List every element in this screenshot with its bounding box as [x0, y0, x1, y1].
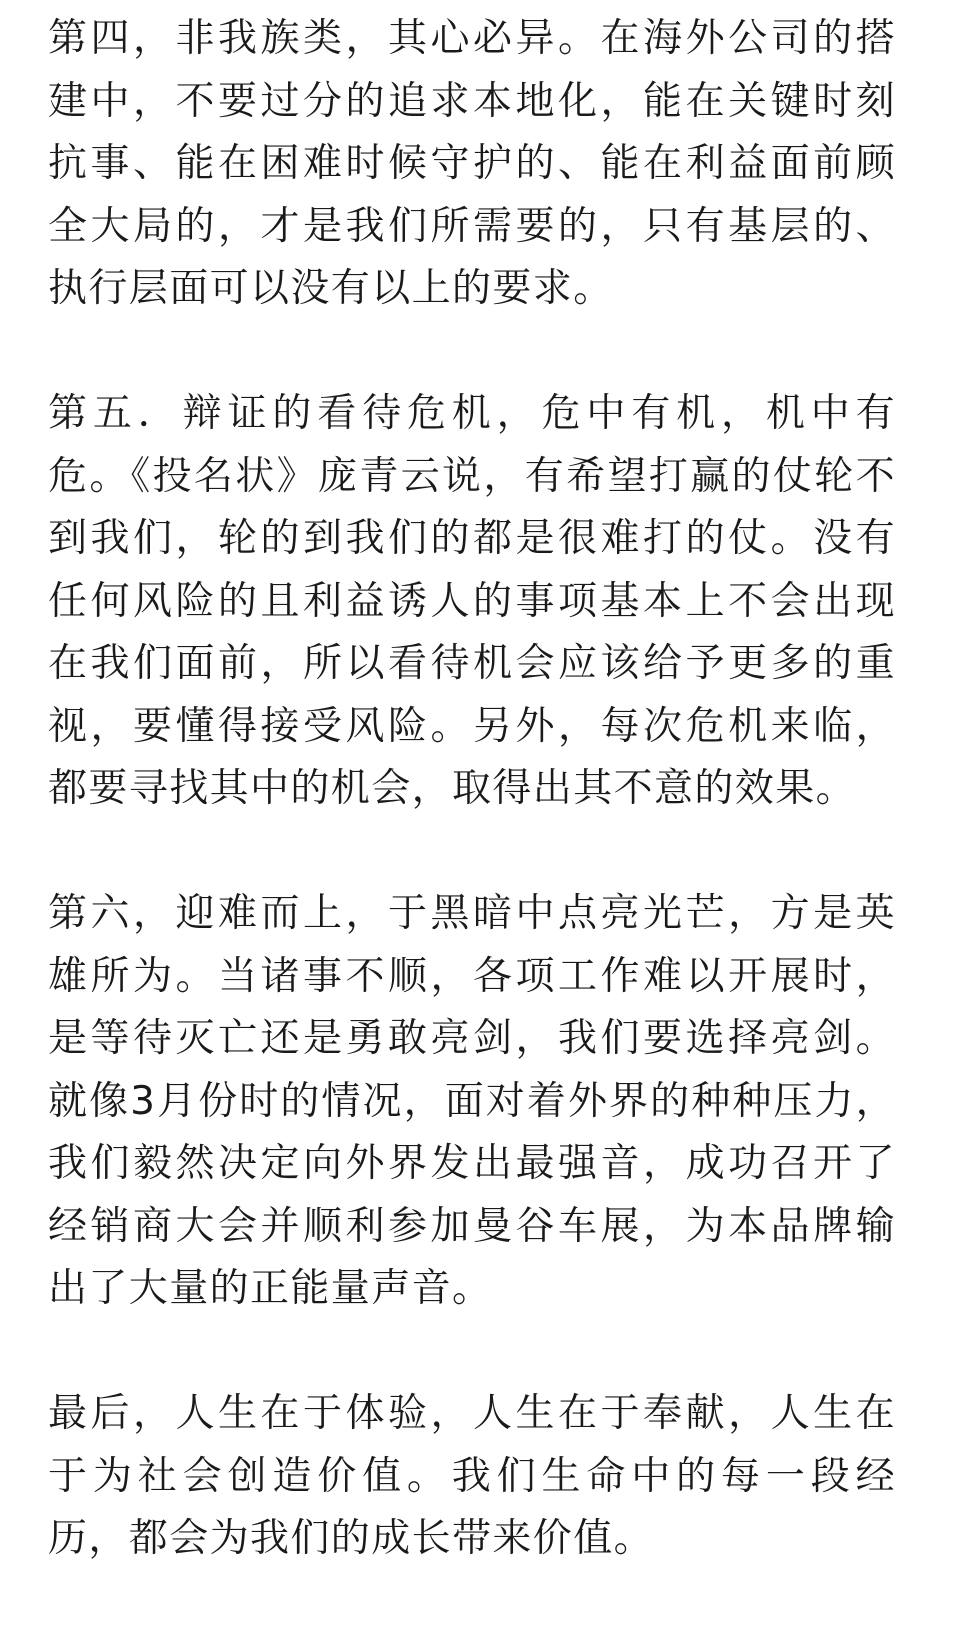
article-body — [48, 8, 896, 1571]
paragraph-fifth-point: 第五．辩证的看待危机，危中有机，机中有危。《投名状》庞青云说，有希望打赢的仗轮不到我们，轮的到我们的都是很难打的仗。没有任何风险的且利益诱人的事项基本上不会出现在我们面前，所以看待机会应该给予更多的重视，要懂得接受风险。另外，每次危机来临，都要寻找其中的机会，取得出其不意的效果。 — [48, 391, 896, 811]
paragraph-conclusion: 最后，人生在于体验，人生在于奉献，人生在于为社会创造价值。我们生命中的每一段经历，都会为我们的成长带来价值。 — [48, 1391, 896, 1561]
paragraph-sixth-point: 第六，迎难而上，于黑暗中点亮光芒，方是英雄所为。当诸事不顺，各项工作难以开展时，是等待灭亡还是勇敢亮剑，我们要选择亮剑。就像3月份时的情况，面对着外界的种种压力，我们毅然决定向外界发出最强音，成功召开了经销商大会并顺利参加曼谷车展，为本品牌输出了大量的正能量声音。 — [48, 891, 896, 1311]
paragraph-fourth-point: 第四，非我族类，其心必异。在海外公司的搭建中，不要过分的追求本地化，能在关键时刻抗事、能在困难时候守护的、能在利益面前顾全大局的，才是我们所需要的，只有基层的、执行层面可以没有以上的要求。 — [48, 16, 896, 311]
